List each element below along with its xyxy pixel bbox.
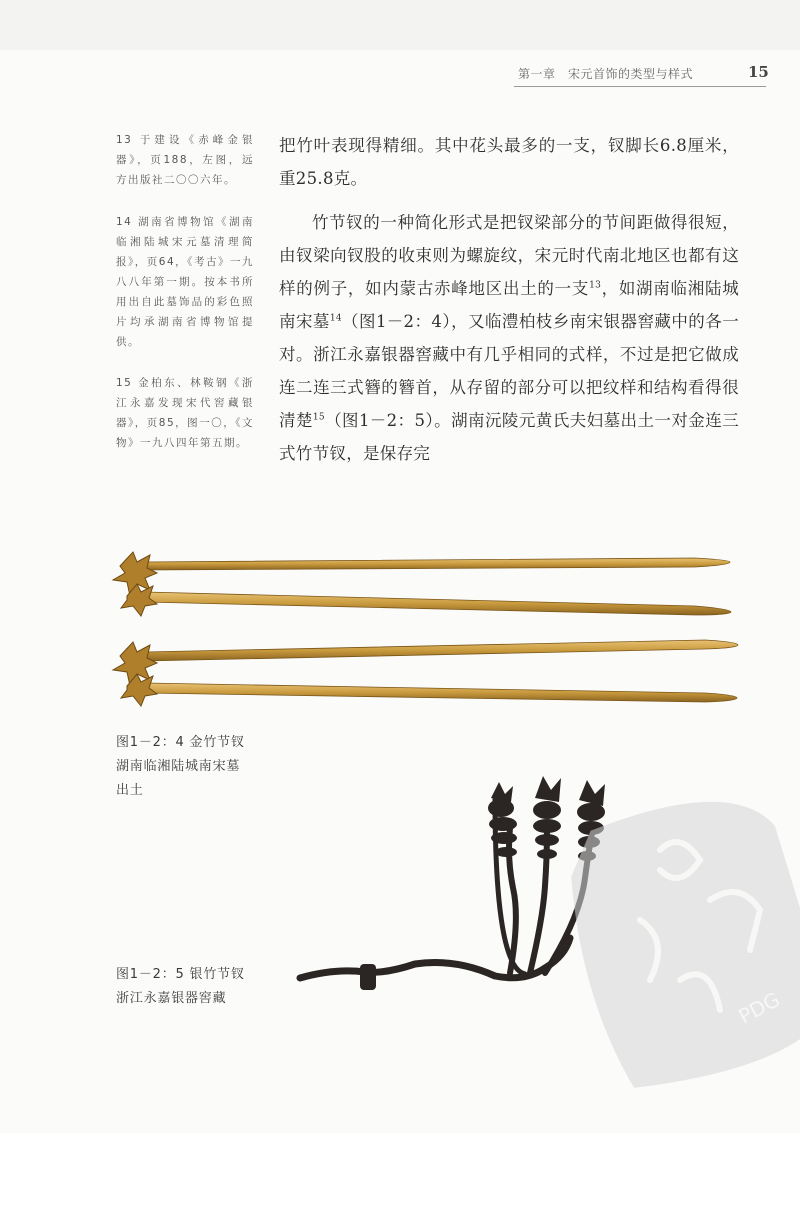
page-top-shadow [0, 0, 800, 50]
footnote-13: 13 于建设《赤峰金银器》，页188，左图，远方出版社二〇〇六年。 [116, 134, 254, 186]
figure-4-caption: 图1－2：4 金竹节钗 湖南临湘陆城南宋墓 出土 [116, 735, 245, 798]
footnote-ref-15[interactable]: 15 [312, 412, 325, 423]
paragraph-2: 竹节钗的一种简化形式是把钗梁部分的节间距做得很短，由钗梁向钗股的收束则为螺旋纹，宋元时代南北地区也都有这样的例子，如内蒙古赤峰地区出土的一支$^{13}$，如湖南临湘陆城南宋墓$^{14}$（图1－2：4），又临澧柏枝乡南宋银器窖藏中的各一对。浙江永嘉银器窖藏中有几乎相同的式样，不过是把它做成连二连三式簪的簪首，从存留的部分可以把纹样和结构看得很清楚$^{15}$（图1－2：5）。湖南沅陵元黄氏夫妇墓出土一对金连三式竹节钗，是保存完 [279, 213, 740, 463]
watermark-text: PDG [734, 987, 784, 1029]
paragraph-1: 把竹叶表现得精细。其中花头最多的一支，钗脚长6.8厘米，重25.8克。 [279, 136, 739, 188]
running-header: 第一章 宋元首饰的类型与样式 [518, 67, 694, 81]
figure-5-caption: 图1－2：5 银竹节钗 浙江永嘉银器窖藏 [116, 967, 245, 1006]
header-rule [514, 86, 766, 87]
footnote-ref-13[interactable]: 13 [589, 280, 602, 291]
page-number: 15 [748, 63, 769, 81]
footnote-ref-14[interactable]: 14 [329, 313, 342, 324]
body-text [279, 129, 739, 470]
gold-hairpin-photo [105, 540, 745, 715]
seal-watermark [560, 790, 800, 1090]
footnote-14: 14 湖南省博物馆《湖南临湘陆城宋元墓清理简报》，页64，《考古》一九八八年第一期。按本书所用出自此墓饰品的彩色照片均承湖南省博物馆提供。 [116, 216, 254, 348]
footnote-15: 15 金柏东、林鞍钢《浙江永嘉发现宋代窖藏银器》，页85，图一〇，《文物》一九八四年第五期。 [116, 377, 254, 449]
